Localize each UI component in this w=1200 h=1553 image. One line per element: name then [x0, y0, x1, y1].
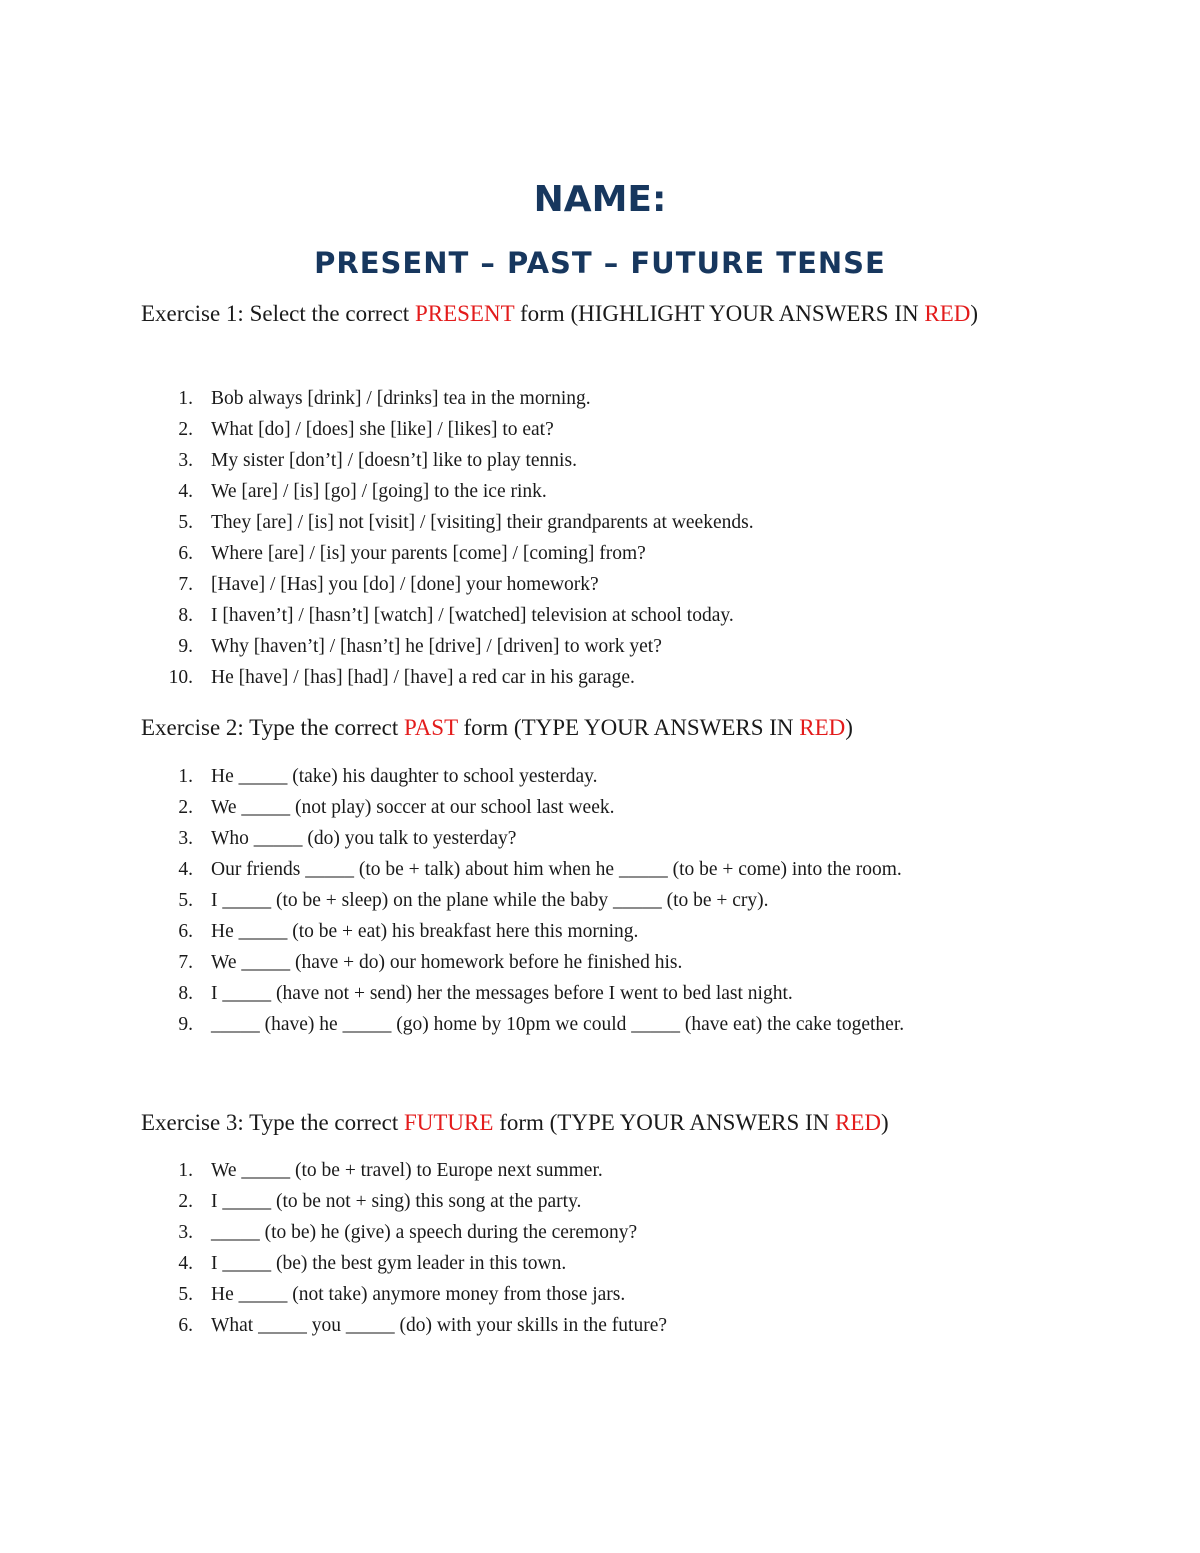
- list-item: [141, 1186, 1061, 1217]
- item-text[interactable]: Bob always [drink] / [drinks] tea in the morning.: [211, 388, 591, 409]
- item-number: 5.: [178, 1284, 193, 1305]
- item-text[interactable]: I _____ (have not + send) her the messages before I went to bed last night.: [211, 983, 793, 1004]
- item-text[interactable]: I _____ (be) the best gym leader in this town.: [211, 1253, 567, 1274]
- heading-middle: form (TYPE YOUR ANSWERS IN: [493, 1110, 836, 1135]
- item-number: 4.: [178, 859, 193, 880]
- heading-suffix: ): [881, 1110, 889, 1135]
- item-number: 6.: [178, 543, 193, 564]
- item-text[interactable]: _____ (have) he _____ (go) home by 10pm we could _____ (have eat) the cake together.: [211, 1014, 905, 1035]
- exercise-3-heading: [141, 1104, 1041, 1141]
- list-item: [141, 383, 1061, 414]
- item-text[interactable]: _____ (to be) he (give) a speech during the ceremony?: [211, 1222, 638, 1243]
- item-number: 3.: [178, 450, 193, 471]
- list-item: [141, 1155, 1061, 1186]
- item-text[interactable]: He [have] / [has] [had] / [have] a red car in his garage.: [211, 667, 635, 688]
- list-item: [141, 792, 1061, 823]
- item-number: 1.: [178, 1160, 193, 1181]
- item-number: 10.: [168, 667, 193, 688]
- item-number: 8.: [178, 605, 193, 626]
- item-number: 7.: [178, 952, 193, 973]
- item-number: 6.: [178, 1315, 193, 1336]
- item-number: 9.: [178, 1014, 193, 1035]
- page-subtitle: PRESENT – PAST – FUTURE TENSE: [314, 246, 886, 280]
- item-number: 4.: [178, 1253, 193, 1274]
- heading-keyword: PRESENT: [414, 301, 515, 326]
- heading-prefix: Exercise 1: Select the correct: [141, 301, 415, 326]
- item-number: 4.: [178, 481, 193, 502]
- item-text[interactable]: I _____ (to be + sleep) on the plane while the baby _____ (to be + cry).: [211, 890, 769, 911]
- heading-red-word: RED: [799, 715, 846, 740]
- item-number: 9.: [178, 636, 193, 657]
- heading-red-word: RED: [924, 301, 971, 326]
- item-number: 3.: [178, 1222, 193, 1243]
- item-text[interactable]: We [are] / [is] [go] / [going] to the ice rink.: [211, 481, 547, 502]
- item-text[interactable]: What [do] / [does] she [like] / [likes] to eat?: [211, 419, 554, 440]
- exercise-2-heading: [141, 709, 1041, 746]
- heading-prefix: Exercise 2: Type the correct: [141, 715, 404, 740]
- item-text[interactable]: My sister [don’t] / [doesn’t] like to play tennis.: [211, 450, 577, 471]
- exercise-1-list: [141, 383, 1061, 693]
- list-item: [141, 1217, 1061, 1248]
- list-item: [141, 1310, 1061, 1341]
- item-text[interactable]: What _____ you _____ (do) with your skills in the future?: [211, 1315, 668, 1336]
- exercise-3-list: [141, 1155, 1061, 1341]
- item-text[interactable]: Who _____ (do) you talk to yesterday?: [211, 828, 517, 849]
- heading-suffix: ): [970, 301, 979, 326]
- list-item: [141, 476, 1061, 507]
- heading-keyword: FUTURE: [403, 1110, 494, 1135]
- item-number: 2.: [178, 419, 193, 440]
- list-item: [141, 569, 1061, 600]
- heading-suffix: ): [845, 715, 853, 740]
- list-item: [141, 414, 1061, 445]
- item-text[interactable]: Our friends _____ (to be + talk) about him when he _____ (to be + come) into the room.: [211, 859, 902, 880]
- exercise-2-list: [141, 761, 1061, 1040]
- list-item: [141, 1248, 1061, 1279]
- item-number: 1.: [178, 388, 193, 409]
- item-text[interactable]: We _____ (have + do) our homework before he finished his.: [211, 952, 683, 973]
- item-number: 3.: [178, 828, 193, 849]
- item-text[interactable]: [Have] / [Has] you [do] / [done] your homework?: [211, 574, 599, 595]
- list-item: [141, 538, 1061, 569]
- item-text[interactable]: Why [haven’t] / [hasn’t] he [drive] / [driven] to work yet?: [211, 636, 662, 657]
- list-item: [141, 600, 1061, 631]
- item-number: 2.: [178, 1191, 193, 1212]
- item-number: 5.: [178, 512, 193, 533]
- item-text[interactable]: Where [are] / [is] your parents [come] / [coming] from?: [211, 543, 646, 564]
- list-item: [141, 662, 1061, 693]
- list-item: [141, 978, 1061, 1009]
- item-number: 2.: [178, 797, 193, 818]
- list-item: [141, 885, 1061, 916]
- list-item: [141, 947, 1061, 978]
- list-item: [141, 761, 1061, 792]
- item-text[interactable]: I _____ (to be not + sing) this song at the party.: [211, 1191, 582, 1212]
- item-text[interactable]: He _____ (take) his daughter to school yesterday.: [211, 766, 598, 787]
- heading-prefix: Exercise 3: Type the correct: [141, 1110, 404, 1135]
- item-text[interactable]: He _____ (to be + eat) his breakfast here this morning.: [211, 921, 639, 942]
- list-item: [141, 1009, 1061, 1040]
- item-text[interactable]: They [are] / [is] not [visit] / [visiting] their grandparents at weekends.: [211, 512, 754, 533]
- list-item: [141, 1279, 1061, 1310]
- exercise-1-heading: [141, 295, 1041, 332]
- list-item: [141, 823, 1061, 854]
- item-number: 6.: [178, 921, 193, 942]
- item-number: 5.: [178, 890, 193, 911]
- list-item: [141, 854, 1061, 885]
- list-item: [141, 507, 1061, 538]
- list-item: [141, 916, 1061, 947]
- heading-red-word: RED: [835, 1110, 882, 1135]
- heading-middle: form (HIGHLIGHT YOUR ANSWERS IN: [514, 301, 925, 326]
- item-text[interactable]: We _____ (not play) soccer at our school last week.: [211, 797, 615, 818]
- list-item: [141, 631, 1061, 662]
- item-text[interactable]: I [haven’t] / [hasn’t] [watch] / [watched] television at school today.: [211, 605, 734, 626]
- heading-middle: form (TYPE YOUR ANSWERS IN: [457, 715, 800, 740]
- item-number: 1.: [178, 766, 193, 787]
- page-title: NAME:: [533, 179, 667, 220]
- item-number: 8.: [178, 983, 193, 1004]
- heading-keyword: PAST: [403, 715, 458, 740]
- item-number: 7.: [178, 574, 193, 595]
- item-text[interactable]: He _____ (not take) anymore money from those jars.: [211, 1284, 626, 1305]
- item-text[interactable]: We _____ (to be + travel) to Europe next summer.: [211, 1160, 603, 1181]
- list-item: [141, 445, 1061, 476]
